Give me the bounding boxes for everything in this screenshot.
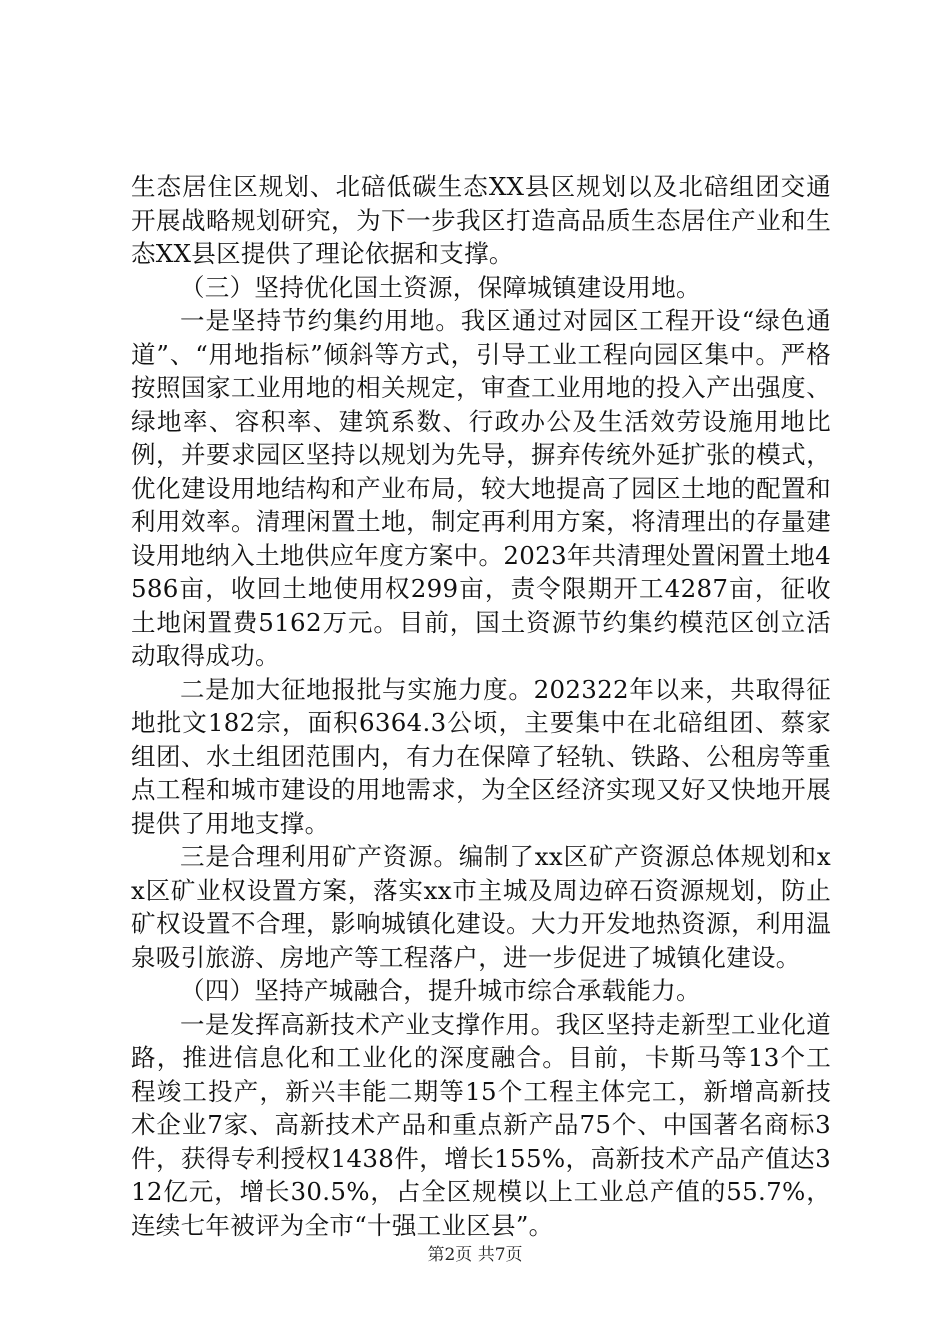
section-heading-three: （三）坚持优化国土资源，保障城镇建设用地。 (180, 272, 701, 302)
page-footer (0, 1243, 950, 1267)
paragraph-continuation: 生态居住区规划、北碚低碳生态XX县区规划以及北碚组团交通开展战略规划研究，为下一步我区打造高品质生态居住产业和生态XX县区提供了理论依据和支撑。 (131, 172, 831, 268)
paragraph-mineral-resources: 三是合理利用矿产资源。编制了xx区矿产资源总体规划和xx区矿业权设置方案，落实xx市主城及周边碎石资源规划，防止矿权设置不合理，影响城镇化建设。大力开发地热资源，利用温泉吸引旅游、房地产等工程落户，进一步促进了城镇化建设。 (131, 842, 831, 972)
paragraph-high-tech-industry: 一是发挥高新技术产业支撑作用。我区坚持走新型工业化道路，推进信息化和工业化的深度融合。目前，卡斯马等13个工程竣工投产，新兴丰能二期等15个工程主体完工，新增高新技术企业7家、高新技术产品和重点新产品75个、中国著名商标3件，获得专利授权1438件，增长155%，高新技术产品产值达312亿元，增长30.5%，占全区规模以上工业总产值的55.7%，连续七年被评为全市“十强工业区县”。 (131, 1009, 831, 1240)
document-body (131, 170, 831, 1242)
paragraph-land-approval: 二是加大征地报批与实施力度。202322年以来，共取得征地批文182宗，面积6364.3公顷，主要集中在北碚组团、蔡家组团、水土组团范围内，有力在保障了轻轨、铁路、公租房等重点工程和城市建设的用地需求，为全区经济实现又好又快地开展提供了用地支撑。 (131, 674, 831, 838)
section-heading-four: （四）坚持产城融合，提升城市综合承载能力。 (180, 976, 701, 1005)
paragraph-land-saving: 一是坚持节约集约用地。我区通过对园区工程开设“绿色通道”、“用地指标”倾斜等方式，引导工业工程向园区集中。严格按照国家工业用地的相关规定，审查工业用地的投入产出强度、绿地率、容积率、建筑系数、行政办公及生活效劳设施用地比例，并要求园区坚持以规划为先导，摒弃传统外延扩张的模式，优化建设用地结构和产业布局，较大地提高了园区土地的配置和利用效率。清理闲置土地，制定再利用方案，将清理出的存量建设用地纳入土地供应年度方案中。2023年共清理处置闲置土地4586亩，收回土地使用权299亩，责令限期开工4287亩，征收土地闲置费5162万元。目前，国土资源节约集约模范区创立活动取得成功。 (131, 306, 831, 670)
page-number-label: 第2页 共7页 (427, 1245, 523, 1265)
